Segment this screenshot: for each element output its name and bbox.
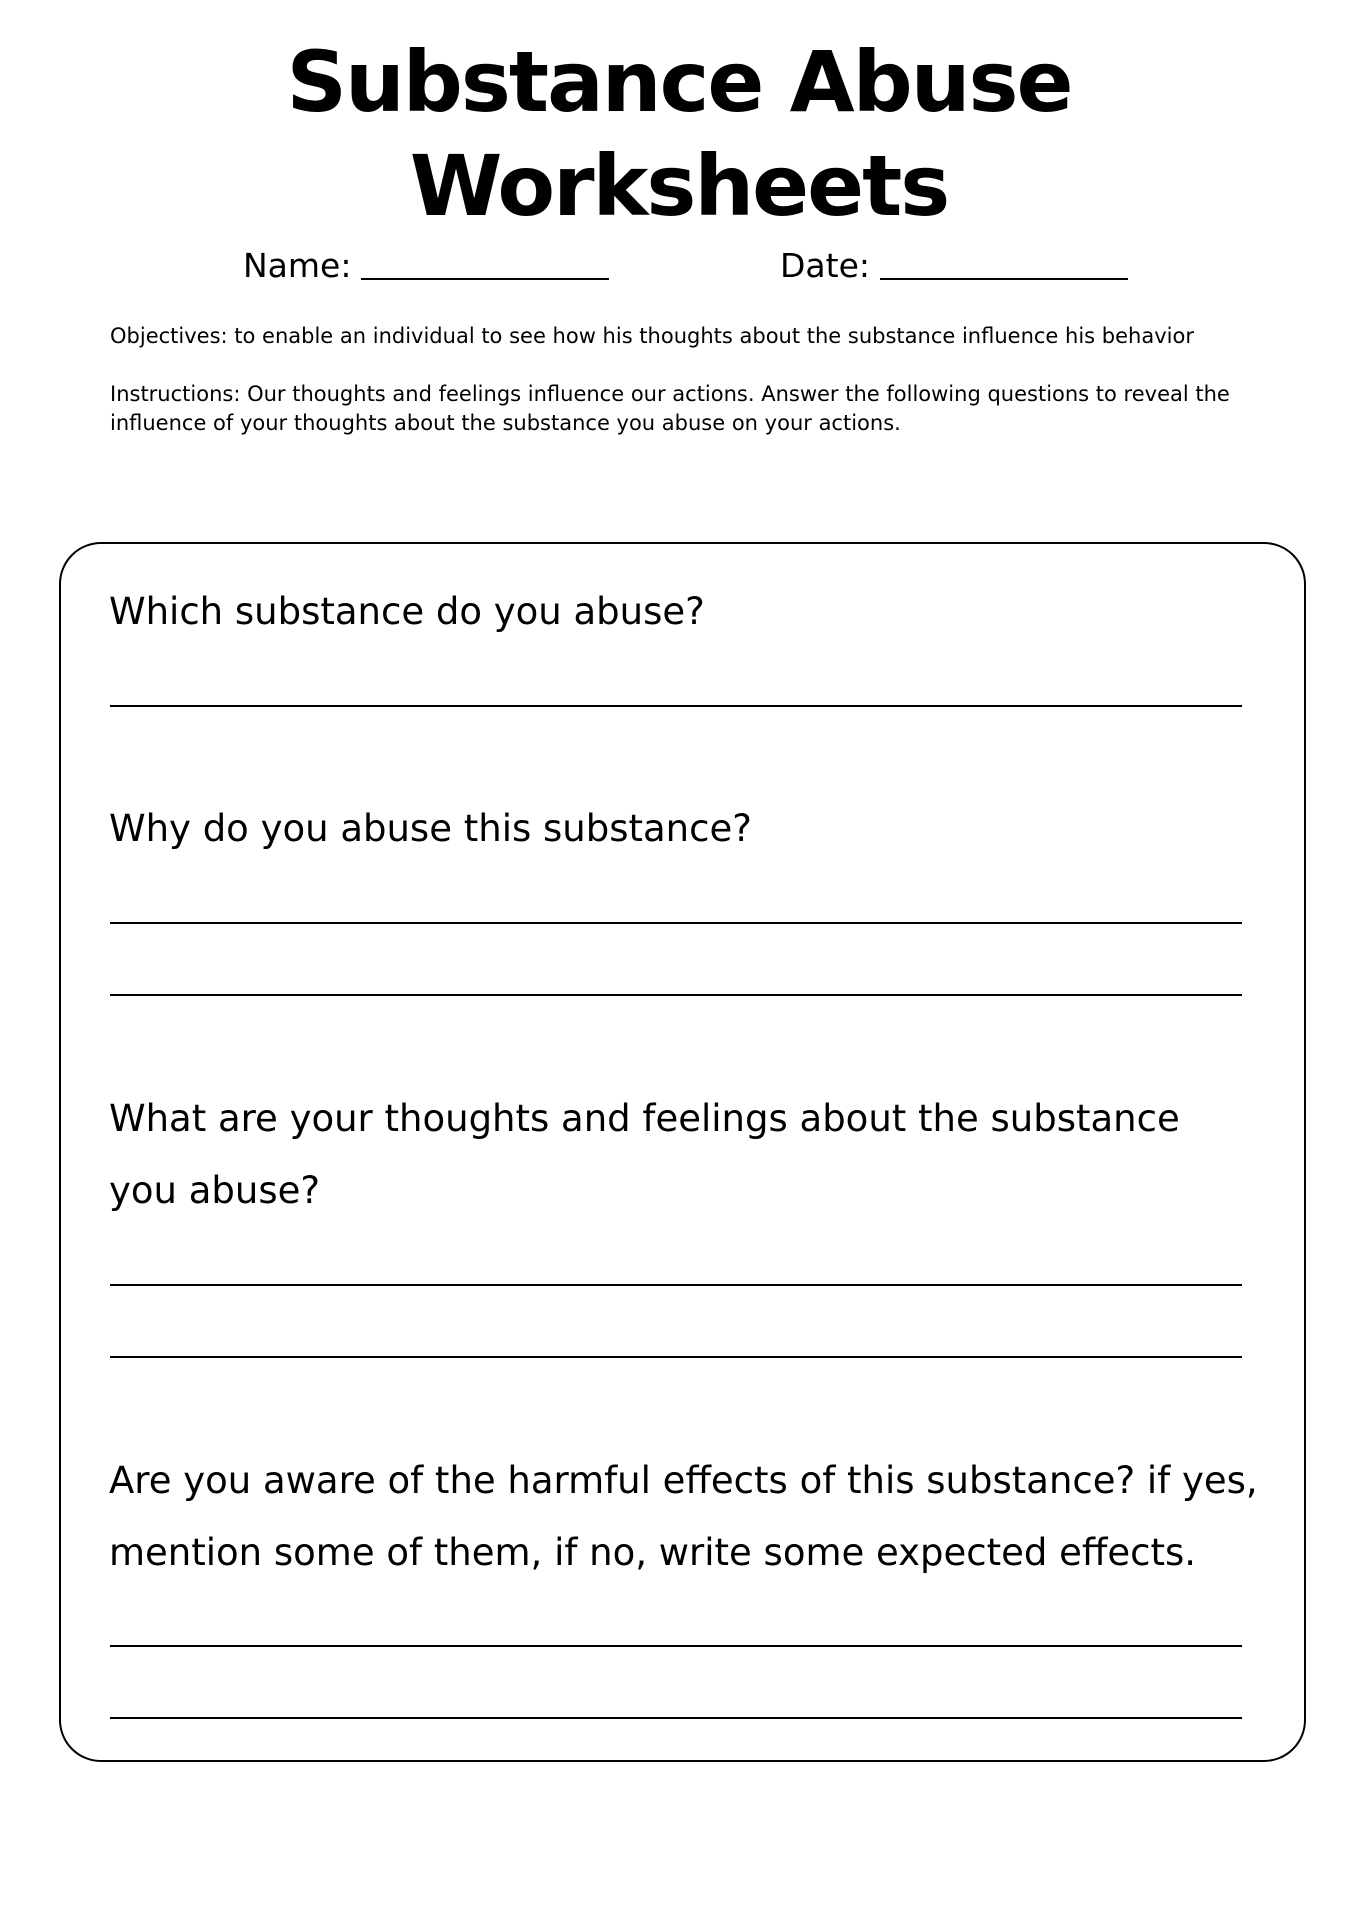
question-2: Why do you abuse this substance? [109, 807, 752, 850]
name-field[interactable] [243, 244, 609, 288]
date-field[interactable] [780, 244, 1128, 288]
instructions-text: Instructions: Our thoughts and feelings influence our actions. Answer the following questions to reveal the influence of your thoughts about the substance you abuse on your actions. [110, 382, 1230, 435]
answer-line-2-1[interactable] [110, 922, 1242, 924]
question-3: What are your thoughts and feelings about the substance you abuse? [109, 1097, 1180, 1212]
date-label: Date: [780, 246, 870, 285]
answer-line-1-1[interactable] [110, 705, 1242, 707]
objectives-text: Objectives: to enable an individual to see how his thoughts about the substance influence his behavior [110, 324, 1194, 348]
answer-line-2-2[interactable] [110, 994, 1242, 996]
title-line-2: Worksheets [409, 137, 949, 235]
question-1: Which substance do you abuse? [109, 590, 705, 633]
name-label: Name: [243, 246, 352, 285]
answer-line-4-2[interactable] [110, 1717, 1242, 1719]
name-blank-line[interactable] [361, 278, 609, 280]
worksheet-title [0, 30, 1358, 238]
answer-line-3-2[interactable] [110, 1356, 1242, 1358]
question-4: Are you aware of the harmful effects of this substance? if yes, mention some of them, if no, write some expected effects. [109, 1459, 1258, 1574]
date-blank-line[interactable] [880, 278, 1128, 280]
title-line-1: Substance Abuse [286, 33, 1072, 131]
answer-line-4-1[interactable] [110, 1645, 1242, 1647]
answer-line-3-1[interactable] [110, 1284, 1242, 1286]
